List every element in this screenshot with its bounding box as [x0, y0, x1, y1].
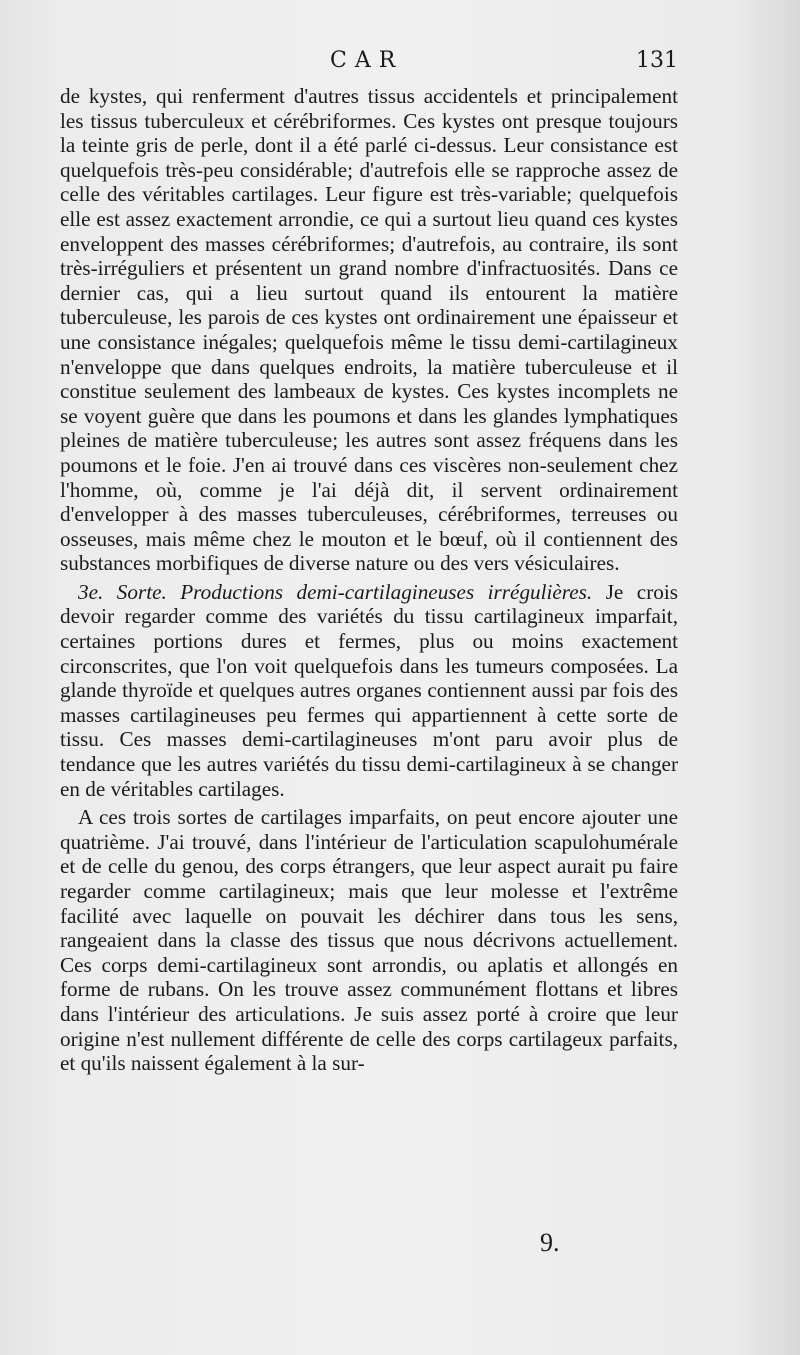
paragraph-2-text: Je crois devoir regarder comme des variétés du tissu cartilagineux imparfait, certaines portions dures et fermes, plus ou moins exactement circonscrites, que l'on voit quelquefois dans les tumeurs composées. La glande thyroïde et quelques autres organes contiennent aussi par fois des masses cartilagineuses peu fermes qui appartiennent à cette sorte de tissu. Ces masses demi-cartilagineuses m'ont paru avoir plus de tendance que les autres variétés du tissu demi-cartilagineux à se changer en de véritables cartilages. — [60, 579, 678, 801]
page-body — [60, 84, 678, 1076]
section-heading-sorte-3: 3e. Sorte. Productions demi-cartilagineuses irrégulières. — [78, 579, 593, 604]
running-title: CAR — [330, 48, 404, 73]
signature-mark: 9. — [540, 1228, 560, 1257]
paragraph-3: A ces trois sortes de cartilages imparfaits, on peut encore ajouter une quatrième. J'ai trouvé, dans l'intérieur de l'articulation scapulohumérale et de celle du genou, des corps étrangers, que leur aspect aurait pu faire regarder comme cartilagineux; mais que leur molesse et l'extrême facilité avec laquelle on pouvait les déchirer dans tous les sens, rangeaient dans la classe des tissus que nous décrivons actuellement. Ces corps demi-cartilagineux sont arrondis, ou aplatis et allongés en forme de rubans. On les trouve assez communément flottans et libres dans l'intérieur des articulations. Je suis assez porté à croire que leur origine n'est nullement différente de celle des corps cartilageux parfaits, et qu'ils naissent également à la sur- — [60, 805, 678, 1076]
paragraph-2 — [60, 580, 678, 801]
page-header — [0, 48, 800, 80]
page-number: 131 — [636, 48, 678, 73]
paragraph-1: de kystes, qui renferment d'autres tissus accidentels et principalement les tissus tuberculeux et cérébriformes. Ces kystes ont presque toujours la teinte gris de perle, dont il a été parlé ci-dessus. Leur consistance est quelquefois très-peu considérable; d'autrefois elle se rapproche assez de celle des véritables cartilages. Leur figure est très-variable; quelquefois elle est assez exactement arrondie, ce qui a surtout lieu quand ces kystes enveloppent des masses cérébriformes; d'autrefois, au contraire, ils sont très-irréguliers et présentent un grand nombre d'infractuosités. Dans ce dernier cas, qui a lieu surtout quand ils entourent la matière tuberculeuse, les parois de ces kystes ont ordinairement une épaisseur et une consistance inégales; quelquefois même le tissu demi-cartilagineux n'enveloppe que dans quelques endroits, la matière tuberculeuse et il constitue seulement des lambeaux de kystes. Ces kystes incomplets ne se voyent guère que dans les poumons et dans les glandes lymphatiques pleines de matière tuberculeuse; les autres sont assez fréquens dans les poumons et le foie. J'en ai trouvé dans ces viscères non-seulement chez l'homme, où, comme je l'ai déjà dit, il servent ordinairement d'envelopper à des masses tuberculeuses, cérébriformes, terreuses ou osseuses, mais même chez le mouton et le bœuf, où il contiennent des substances morbifiques de diverse nature ou des vers vésiculaires. — [60, 84, 678, 576]
